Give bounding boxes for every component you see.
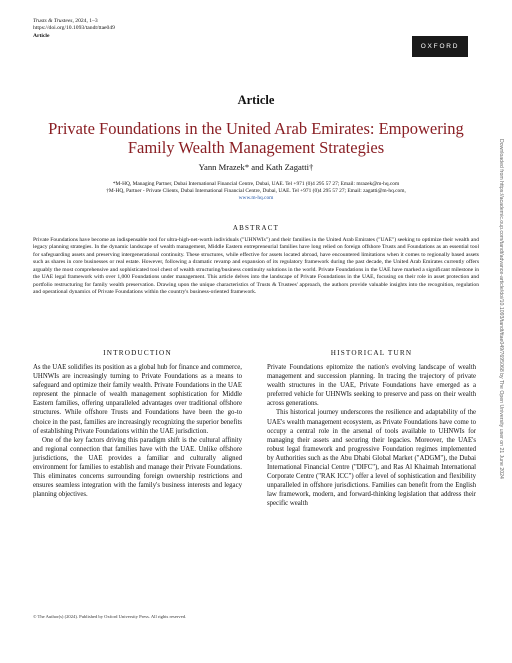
affiliation-line-1: *M-HQ, Managing Partner, Dubai International Financial Centre, Dubai, UAE. Tel +971 (0)4 295 57 27; Email: mrazek@m-hq.com [112, 181, 400, 187]
journal-metadata [33, 18, 115, 40]
copyright-footer: © The Author(s) (2024). Published by Oxford University Press. All rights reserved. [33, 614, 187, 619]
affiliation-line-2: †M-HQ, Partner - Private Clients, Dubai International Financial Centre, Dubai, UAE. Tel +971 (0)4 295 57 27; Email: zagatti@m-hq.com, [106, 188, 406, 195]
author-website-link[interactable]: www.m-hq.com [238, 195, 274, 202]
historical-turn-paragraph-2: This historical journey underscores the resilience and adaptability of the UAE's wealth management ecosystem, as Private Foundations have come to occupy a central role in the arsenal of tools available to UHNWIs for managing their assets and securing their legacies. Moreover, the UAE's robust legal framework and progressive Foundation regimes implemented by Authorities such as the Abu Dhabi Global Market ("ADGM"), the Dubai International Financial Centre ("DIFC"), and Ras Al Khaimah International Corporate Centre ("RAK ICC") offer a level of sophistication and flexibility unparalleled in offshore jurisdictions. Families can benefit from the English law framework, modern, and forward-thinking legislation that address their specific wealth [267, 409, 476, 508]
journal-doi-link[interactable]: https://doi.org/10.1093/tandt/ttae049 [33, 25, 115, 32]
historical-turn-paragraph-1: Private Foundations epitomize the nation's evolving landscape of wealth management and succession planning. In tracing the trajectory of private wealth structures in the UAE, Private Foundations have emerged as a preferred vehicle for UHNWIs seeking to preserve and pass on their wealth across generations. [267, 364, 476, 408]
author-affiliations [40, 181, 472, 203]
journal-name: Trusts & Trustees [33, 18, 73, 24]
abstract-text: Private Foundations have become an indispensable tool for ultra-high-net-worth individuals ("UHNWIs") and their families in the United Arab Emirates ("UAE") seeking to optimize their wealth and legacy planning strategies. In the dynamic landscape of wealth management, Middle Eastern entrepreneurial families have long relied on foreign offshore Trusts and Foundations as an essential tool for safeguarding assets and preserving intergenerational continuity. These structures, while effective for assets located abroad, have encountered limitations when it comes to regionally based assets such as shares in core businesses or real estate. However, following a dramatic revamp and expansion of its regulatory framework during the past decade, the United Arab Emirates currently offers arguably the most comprehensive and sophisticated tool chest of wealth structuring/business continuity solutions in the world. Private Foundations in the UAE have marked a significant milestone in the UAE legal framework with over 1,000 Foundations under management. This article delves into the landscape of Private Foundations in the UAE, focusing on their role in asset protection and portfolio restructuring for family wealth preservation. Drawing upon the unique characteristics of Trusts & Trustees' approach, the authors provide valuable insights into the recognition, regulation and operational dynamics of Private Foundations within the country's business-oriented framework. [33, 237, 479, 296]
introduction-paragraph-1: As the UAE solidifies its position as a global hub for finance and commerce, UHNWIs are increasingly turning to Private Foundations as a means to safeguard and optimize their family wealth. Private Foundations in the UAE represent the pinnacle of wealth management sophistication for Middle Eastern families, offering unparalleled advantages over traditional offshore structures. While offshore Trusts and Foundations have been the go-to choice in the past, families are increasingly recognizing the superior benefits of establishing Private Foundations within the UAE jurisdiction. [33, 364, 242, 435]
introduction-paragraph-2: One of the key factors driving this paradigm shift is the cultural affinity and regional connection that families have with the UAE. Unlike offshore jurisdictions, the UAE provides a familiar and culturally aligned environment for families to establish and manage their Private Foundations. This eliminates concerns surrounding foreign ownership restrictions and ensures seamless integration with the family's business interests and legacy planning objectives. [33, 436, 242, 499]
historical-turn-heading: HISTORICAL TURN [330, 349, 413, 357]
oxford-logo: OXFORD [412, 36, 468, 57]
abstract-heading: ABSTRACT [232, 224, 280, 232]
introduction-section [33, 349, 242, 499]
download-watermark-text: Downloaded from https://academic.oup.com/tandt/advance-article/doi/10.1093/tandt/ttae049/7695068 by The Open University user on 21 June 2024 [498, 139, 504, 479]
introduction-heading: INTRODUCTION [103, 349, 172, 357]
article-kind-heading: Article [237, 93, 275, 107]
journal-issue: , 2024, 1–3 [72, 18, 98, 24]
historical-turn-section [267, 349, 476, 509]
article-type-label: Article [33, 32, 50, 39]
download-watermark [497, 140, 505, 600]
article-authors: Yann Mrazek* and Kath Zagatti† [198, 162, 314, 172]
article-title: Private Foundations in the United Arab Emirates: Empowering Family Wealth Management Strategies [48, 119, 464, 157]
